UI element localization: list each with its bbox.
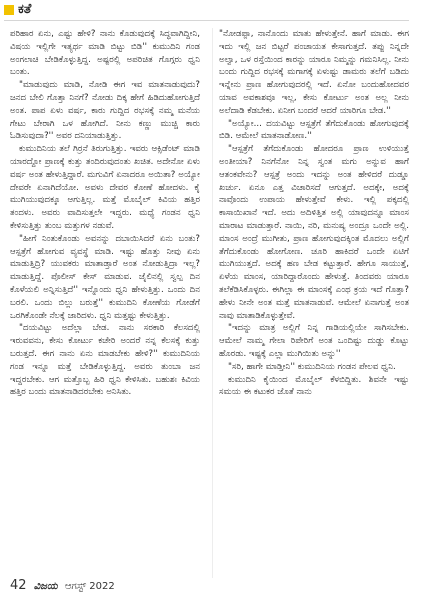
paragraph: "ಹೀಗೆ ನಿಂತುಕೊಂಡು ಅವನನ್ನು ದಬಾಯಿಸಿದರೆ ಏನು ಬಂತು? ಆಸ್ಪತ್ರೆಗೆ ಹೋಗುವ ವ್ಯವಸ್ಥೆ ಮಾಡಿ. ಇಷ್ಟು ಹೊತ್ತು ನೀವು ಏನು ಮಾಡುತ್ತಿದ್ರಿ? ಯುವಕರು ಮಾತಾಡ್ತಾರೆ ಅಂತ ನೋಡುತ್ತಿದ್ರಾ ಇಲ್ಲ? ಮಾಡುತ್ತಿದ್ದೆ. ಪೊಲೀಸ್ ಕೇಸ್ ಮಾಡುವ. ಜೈಲಿನಲ್ಲಿ ಸ್ವಲ್ಪ ದಿನ ಕೊಳೆಯಲಿ ಅನ್ನಿಸುತ್ತಿದೆ'' ಇನ್ನೊಂದು ಧ್ವನಿ ಹೇಳುತ್ತಿತ್ತು. ಒಂದು ದಿನ ಬರಲಿ. ಒಂದು ಬಿಲ್ಲು ಬರುತ್ತೆ'' ಕುಮುದಿನಿ ಕೋಣೆಯ ಗೋಡೆಗೆ ಒರಗಿಕೊಂಡೇ ನೆಲಕ್ಕೆ ಜಾರಿದಳು. ಧ್ವನಿ ಮತ್ತಷ್ಟು ಕೇಳುತ್ತಿತ್ತು. [10,233,200,321]
issue-date: ಆಗಸ್ಟ್ 2022 [64,581,115,592]
magazine-name: ವಿಜಯ [33,581,58,592]
column-divider [212,28,213,578]
left-column [10,28,200,399]
paragraph: ಪರಿಹಾರ ಏನು, ಎಷ್ಟು ಹೇಳಿ? ನಾನು ಕೊಡುವುದಕ್ಕೆ ಸಿದ್ಧವಾಗಿದ್ದೀನಿ, ವಿಷಯ ಇಲ್ಲಿಗೇ ಇತ್ಯರ್ಥ ಮಾಡಿ ಬಿಟ್ಟು ಬಿಡಿ'' ಕುಮುದಿನಿ ಗಂಡ ಅಂಗಲಾಚಿ ಬೇಡಿಕೊಳ್ಳುತ್ತಿದ್ದ. ಅಷ್ಟರಲ್ಲಿ ಅಪರಿಚಿತ ಗೊಗ್ಗರು ಧ್ವನಿ ಬಂತು. [10,29,200,78]
paragraph: "ಮಾಡುವುದು ಮಾಡಿ, ನೋಡಿ ಈಗ ಇವ ಮಾತನಾಡುವುದು? ಜನದ ಬೇಲಿ ಗೊತ್ತಾ ನಿನಗೆ? ನೋಡು ದಿಕ್ಕ ಹೇಗೆ ಹಿಡಿದುಹೋಗುತ್ತಿದೆ ಅಂತ. ಪಾಪ ಏಳು ವರ್ಷ, ಕಾರು ಗುದ್ದಿದ ರಭಸಕ್ಕೆ ನಮ್ಮ ಮನೆಯ ಗೇಟು ಬೇರಾಗಿ ಒಳ ಹೋಗಿದೆ. ನೀನು ಕಣ್ಣು ಮುಚ್ಚಿ ಕಾರು ಓಡಿಸುವುದಾ?'' ಅವರ ದನಿಯಾಡುತ್ತಿತ್ತು. [10,80,200,142]
paragraph: "ನೋಡಪ್ಪಾ, ನಾನೊಂದು ಮಾತು ಹೇಳುತ್ತೇನೆ. ಹಾಗೆ ಮಾಡು. ಈಗ ಇದು ಇಲ್ಲಿ ಜನ ಬಿಟ್ಟರೆ ಪಂಚಾಯತ ಕೇಸಾಗುತ್ತದೆ. ತಪ್ಪು ನಿನ್ನದೇ ಅಲ್ವಾ, ಒಳ ರಸ್ತೆಯಿಂದ ಕಾರನ್ನು ಯಾರೂ ನಿಮ್ಮನ್ನು ಗಮನಿಸಿಲ್ಲ. ನೀನು ಬಂದು ಗುದ್ದಿದ ರಭಸಕ್ಕೆ ಮಗಾಗಕ್ಕೆ ಏಳುಷ್ಟು ಡಾಮರು ತಲೆಗೆ ಬಡಿದು ಇನ್ನೇನು ಪ್ರಾಣ ಹೋಗುವುದರಲ್ಲಿ ಇದೆ. ಏನೋ ಬಂದುಹೋದವರ ಯಾವ ಅವಕಾಶವೂ ಇಲ್ಲ, ಕೇಸು ಕೋರ್ಟು ಅಂತ ಅಲ್ಲ ನೀನು ಅಲೆದಾಡಿ ಕೆಡಬೇಕು. ಏನೀಗ ಬಂದರೆ ಆದರೆ ಯಾರಿಗೂ ಬೇಡ.'' [219,29,409,116]
paragraph: "ಸರಿ, ಹಾಗೇ ಮಾಡ್ತೀನಿ'' ಕುಮುದಿನಿಯ ಗಂಡನ ಪೇಲವ ಧ್ವನಿ. [228,361,396,372]
section-marker [4,5,14,15]
paragraph: "ಅಯ್ಯೋ... ದಯವಿಟ್ಟು ಆಸ್ಪತ್ರೆಗೆ ತೆಗೆದುಕೊಂಡು ಹೋಗುವುದಕ್ಕೆ ಬಿಡಿ. ಆಮೇಲೆ ಮಾತನಾಡೋಣ.'' [219,118,409,142]
header-rule [4,20,409,21]
section-title: ಕತೆ [18,2,32,17]
paragraph: ಕುಮುದಿನಿಯ ತಲೆ ಗಿರ್ರನೆ ತಿರುಗುತ್ತಿತ್ತು. ಇವರು ಆಕ್ಸಿಡೆಂಟ್ ಮಾಡಿ ಯಾರದ್ದೋ ಪ್ರಾಣಕ್ಕೆ ಕುತ್ತು ತಂದಿರುವುದಂತು ಖಚಿತ. ಅದೇನೋ ಏಳು ವರ್ಷ ಅಂತ ಹೇಳುತ್ತಿದ್ದಾರೆ. ಮಗುವಿಗೆ ಏನಾದರೂ ಅಯಿತಾ? ಅಯ್ಯೋ ದೇವರೇ ಏನಾಗಿದೆಯೋ. ಅವಳು ದೇವರ ಕೋಣೆ ಹೋದಳು. ಕೈ ಮುಗಿಯುವುದಕ್ಕೂ ಆಗುತ್ತಿಲ್ಲ. ಮತ್ತೆ ಮೊಬೈಲ್ ಕಿವಿಯ ಹತ್ತಿರ ತಂದಳು. ಅವರು ವಾದಿಸುತ್ತಲೇ ಇದ್ದರು. ಮಧ್ಯೆ ಗಂಡನ ಧ್ವನಿ ಕೇಳಿಸುತ್ತಿತ್ತು ತುಂಬ ಮತ್ತುಗಳ ನಡುವೆ. [10,144,200,231]
page-number: 42 [10,578,27,593]
paragraph: "ದಯವಿಟ್ಟು ಅದೆಲ್ಲಾ ಬೇಡ. ನಾನು ಸರಕಾರಿ ಕೆಲಸದಲ್ಲಿ ಇರುವವನು, ಕೇಸು ಕೋರ್ಟು ಕಚೇರಿ ಅಂದರೆ ನನ್ನ ಕೆಲಸಕ್ಕೆ ಕುತ್ತು ಬರುತ್ತದೆ. ಈಗ ನಾನು ಏನು ಮಾಡಬೇಕು ಹೇಳಿ?'' ಕುಮುದಿನಿಯ ಗಂಡ ಇನ್ನೂ ಮತ್ತೆ ಬೇಡಿಕೊಳ್ಳುತ್ತಿದ್ದ. ಅವರು ತುಂಬಾ ಜನ ಇದ್ದರಬೇಕು. ಆಗ ಮತ್ತೊಬ್ಬ ಹಿರಿ ಧ್ವನಿ ಕೇಳಿಸಿತು. ಬಹುಶಃ ಕಿವಿಯ ಹತ್ತಿರ ಬಂದು ಮಾತನಾಡಿದರಬೇಕು ಅನಿಸಿತು. [10,323,200,398]
page-footer [10,579,115,594]
paragraph: "ಆಸ್ಪತ್ರೆಗೆ ತೆಗೆದುಕೊಂಡು ಹೋದರೂ ಪ್ರಾಣ ಉಳಿಯುತ್ತೆ ಅಂತೀಯಾ? ನಿನಗೆನೋ ನಿನ್ನ ಸ್ವಂತ ಮಗು ಅನ್ನುವ ಹಾಗೆ ಆತಂಕವೇನು? ಆಸ್ಪತ್ರೆ ಅಂದು ಇದನ್ನು ಅಂತ ಹೇಳಿದರೆ ದುಡ್ಡೂ ಖರ್ಚು. ಏನೂ ಎತ್ತ ವಿಚಾರಿಸದೆ ಆಗುತ್ತದೆ. ಅದಕ್ಕೇ, ಅದಕ್ಕೆ ನಾವೊಂದು ಉಪಾಯ ಹೇಳುತ್ತೇವೆ ಕೇಳು. ಇಲ್ಲಿ ಪಕ್ಕದಲ್ಲಿ ಕಾಸಾಯಿಖಾನೆ ಇದೆ. ಅದು ಅದಿಳಿತ್ತಿತ ಅಲ್ಲಿ ಯಾವುದನ್ನೂ ಮಾಂಸ ಮಾರಾಟ ಮಾಡುತ್ತಾರೆ. ನಾಯಿ, ನರಿ, ಮನುಷ್ಯ ಅಂದ್ರೂ ಒಂದೇ ಅಲ್ಲಿ. ಮಾಂಸ ಅಂದ್ರೆ ಮುಗೀತು, ಪ್ರಾಣ ಹೋಗುವುದಕ್ಕಿಂತ ಮೊದಲು ಅಲ್ಲಿಗೆ ತೆಗೆದುಕೊಂಡು ಹೋಗೋಣ. ಚೂರಿ ಹಾಕಿದರೆ ಒಂದೇ ಏಟಿಗೆ ಮುಗಿಯುತ್ತದೆ. ಅದಕ್ಕೆ ಹಣ ಬೇಡ ಕಟ್ಟುತ್ತಾರೆ. ಹೇಗೂ ಸಾಯುತ್ತೆ, ಏಳೆಯ ಮಾಂಸ, ಯಾರಿದ್ದಾರೊಂದು ಹೇಳುತ್ತೆ. ತಿಂದವರು ಯಾರೂ ತಲೆಕೆಡಿಸಿಕೊಳ್ಳರು. ಈಗಿಲ್ಲಾ ಈ ಮಾಂಸಕ್ಕೆ ಎಂಥ ಕ್ರಯ ಇದೆ ಗೊತ್ತಾ? ಹೇಳು ನೀನೇ ಅಂತ ಮತ್ತೆ ಮಾತನಾಡುವೆ. ಆಮೇಲೆ ಏನಾಗುತ್ತೆ ಅಂತ ನಾವು ಮಾತಾಡಿಕೊಳ್ಳುತ್ತೇವೆ. [219,144,409,321]
paragraph: ಕುಮುದಿನಿ ಕೈಯಿಂದ ಮೊಬೈಲ್ ಕೆಳಬಿದ್ದಿತು. ಶಿವನೇ ಇಷ್ಟು ಸಮಯ ಈ ಕಟುಕರ ಜೊತೆ ನಾನು [219,374,409,398]
paragraph: "ಇದನ್ನು ಮಾತ್ರ ಅಲ್ಲಿಗೆ ನಿನ್ನ ಗಾಡಿಯಲ್ಲಿಯೇ ಸಾಗಿಸಬೇಕು. ಆಮೇಲೆ ನಾಮ್ಮ ಗೇಲಾ ರಿಪೇರಿಗೆ ಅಂತ ಒಂದಿಷ್ಟು ದುಡ್ಡು ಕೊಟ್ಟು ಹೊರಡು. ಇಷ್ಟಕ್ಕೆ ಎಲ್ಲಾ ಮುಗಿಯಿತು ಅನ್ನು'' [219,323,409,359]
right-column [219,28,409,399]
